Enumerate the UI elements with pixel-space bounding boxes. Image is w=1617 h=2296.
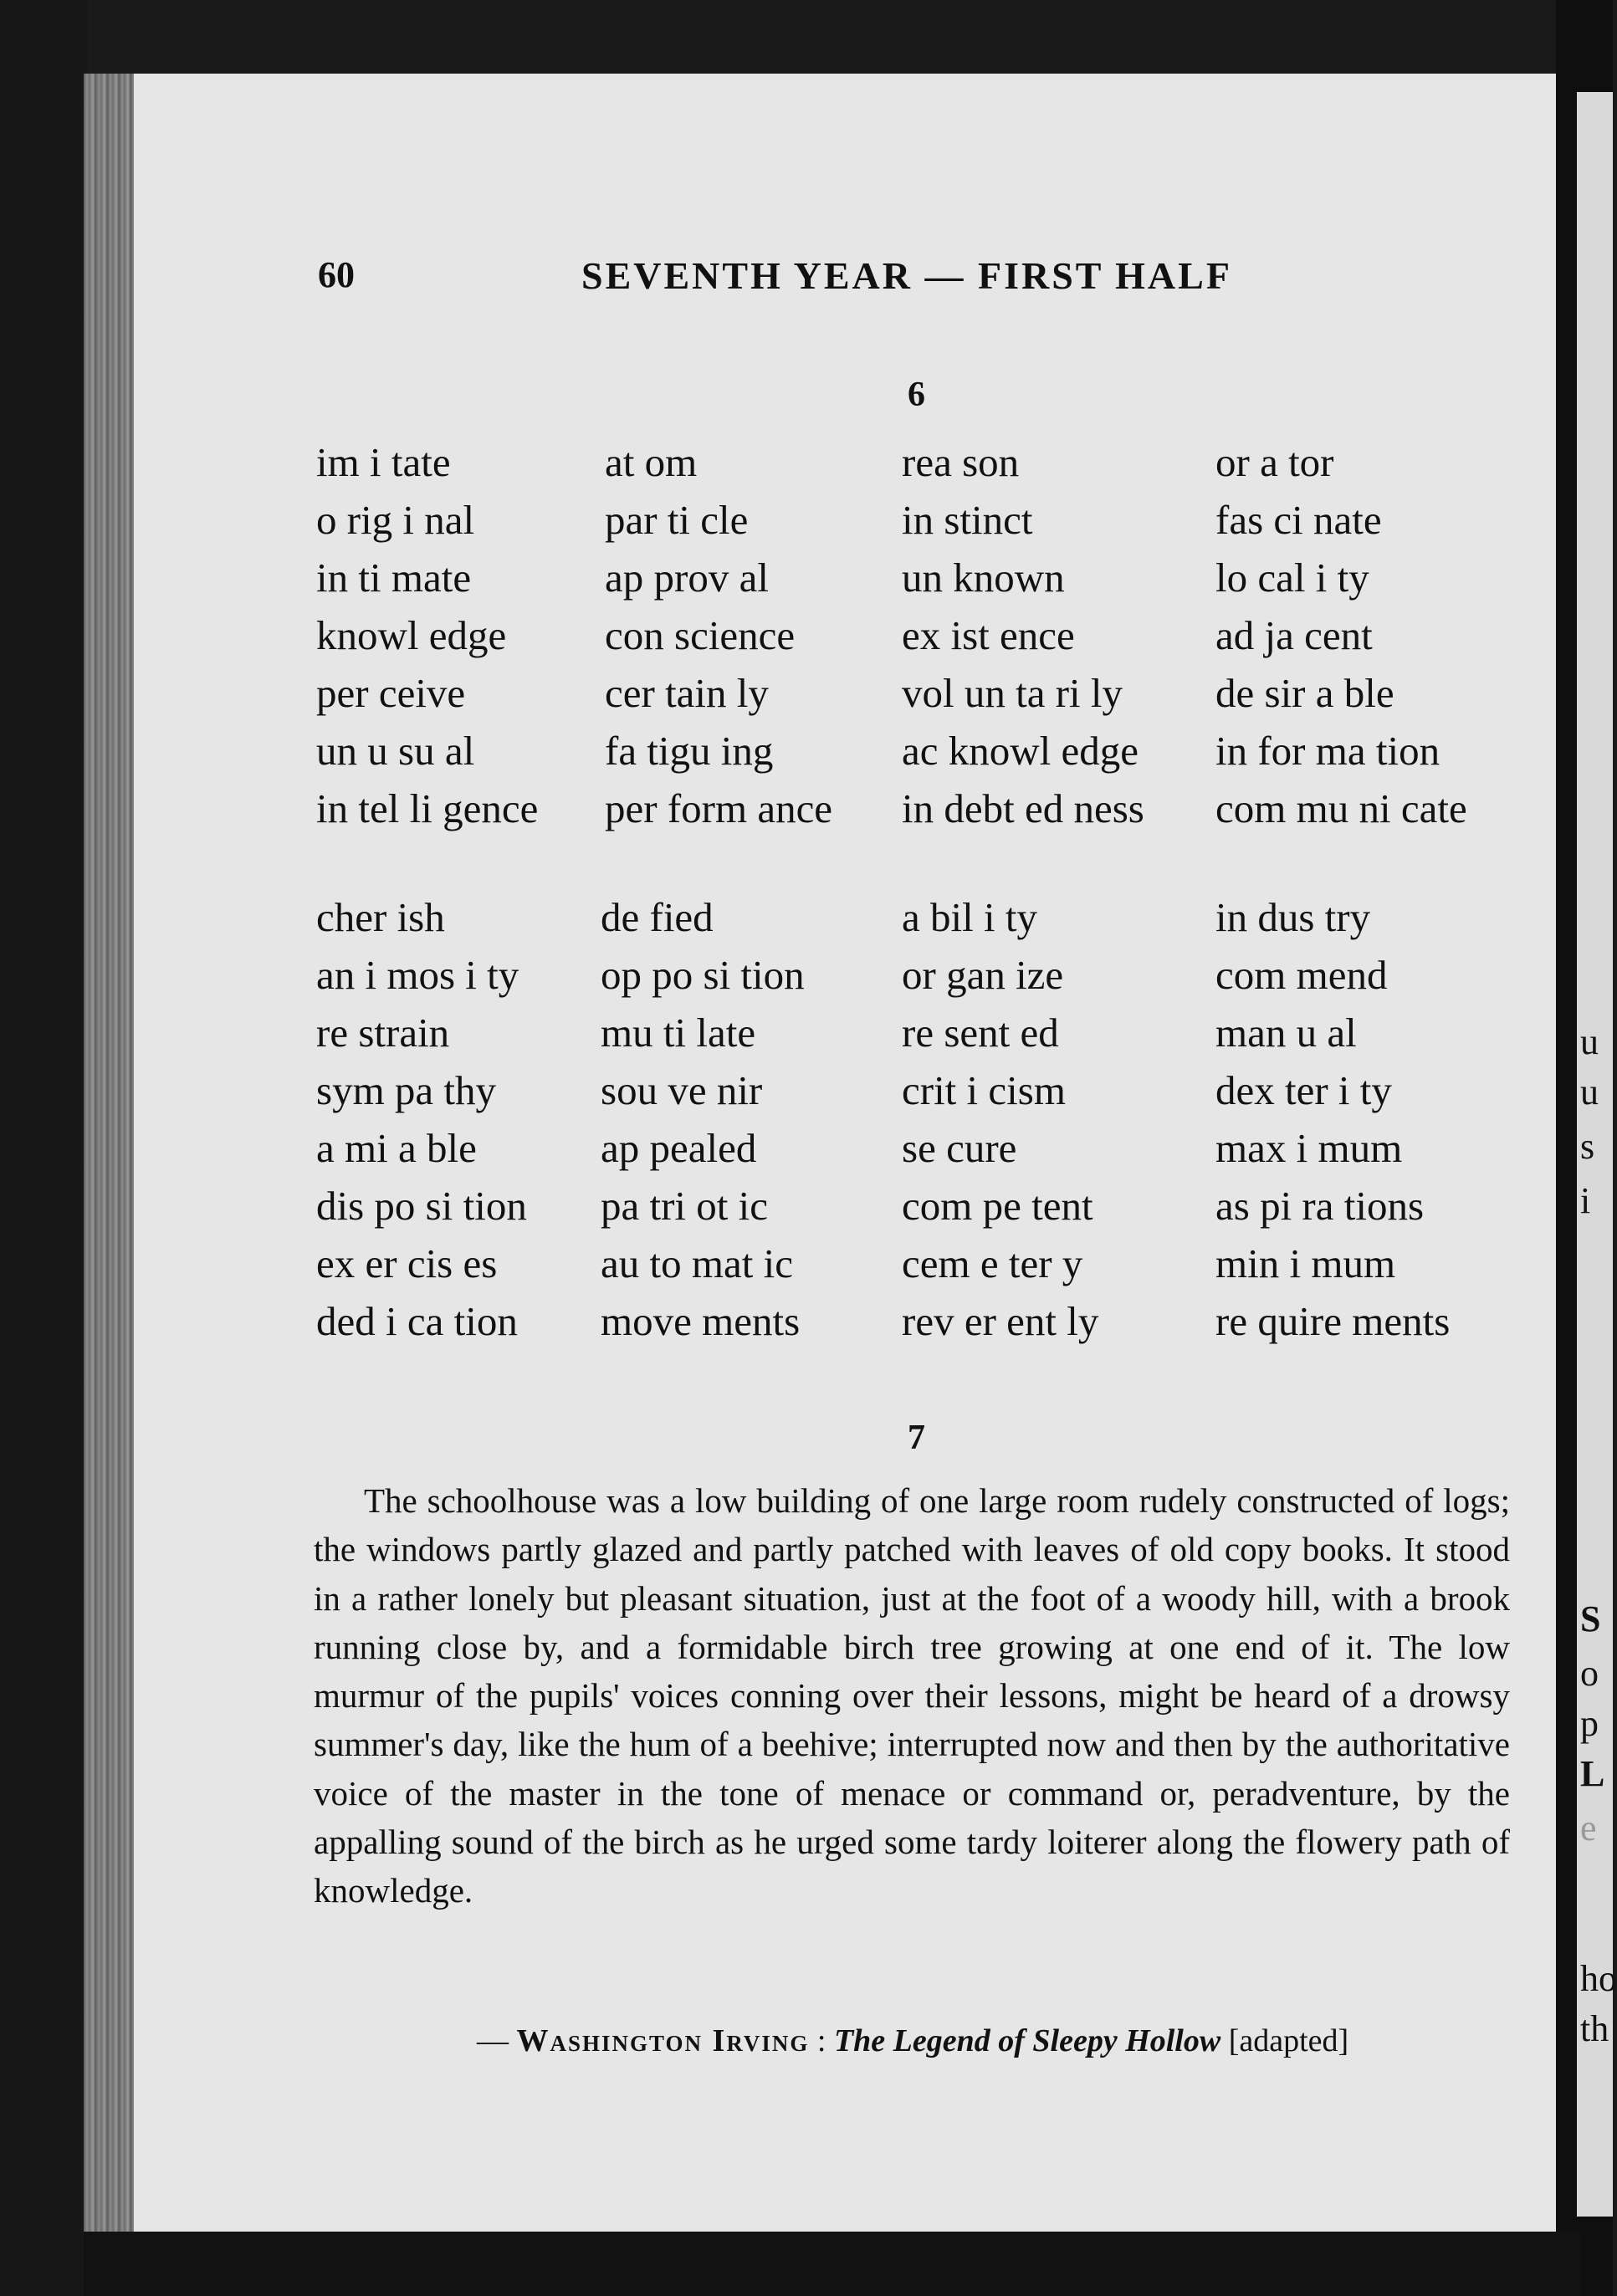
word: dis po si tion [316, 1183, 527, 1229]
word: ac knowl edge [902, 728, 1139, 774]
word: an i mos i ty [316, 952, 519, 998]
word-column [1215, 888, 1450, 1350]
word: or a tor [1215, 439, 1334, 485]
word: re quire ments [1215, 1298, 1451, 1344]
adjacent-page-edge [1577, 92, 1617, 2217]
word: move ments [601, 1298, 801, 1344]
word: au to mat ic [601, 1240, 793, 1286]
word: max i mum [1215, 1125, 1403, 1171]
word: op po si tion [601, 952, 805, 998]
word: pa tri ot ic [601, 1183, 769, 1229]
adjacent-fragment: ho [1580, 1958, 1617, 1999]
adjacent-fragment: L [1580, 1753, 1605, 1794]
word: min i mum [1215, 1240, 1396, 1286]
adjacent-fragment: i [1580, 1180, 1591, 1221]
word: par ti cle [605, 497, 749, 543]
attribution-note: [adapted] [1220, 2023, 1349, 2058]
word: ded i ca tion [316, 1298, 518, 1344]
word: con science [605, 612, 796, 658]
word: per ceive [316, 670, 466, 716]
word: o rig i nal [316, 497, 475, 543]
word: mu ti late [601, 1010, 756, 1056]
adjacent-fragment: S [1580, 1598, 1601, 1639]
attribution-work-title: The Legend of Sleepy Hollow [833, 2023, 1221, 2058]
word-column [902, 433, 1144, 837]
word: de fied [601, 894, 714, 940]
word: re sent ed [902, 1010, 1059, 1056]
adjacent-fragment: e [1580, 1808, 1597, 1849]
adjacent-fragment: th [1580, 2008, 1609, 2049]
running-title: SEVENTH YEAR — FIRST HALF [581, 254, 1232, 297]
word: crit i cism [902, 1067, 1066, 1113]
page-number: 60 [318, 254, 355, 295]
word: in for ma tion [1215, 728, 1440, 774]
word: fa tigu ing [605, 728, 774, 774]
word: ex er cis es [316, 1240, 498, 1286]
adjacent-fragment: u [1580, 1071, 1599, 1112]
word: or gan ize [902, 952, 1064, 998]
reading-passage: The schoolhouse was a low building of one large room rudely constructed of logs; the windows partly glazed and partly patched with leaves of old copy books. It stood in a rather lonely but pleasant situation, just at the foot of a woody hill, with a brook running close by, and a formidable birch tree growing at one end of it. The low murmur of the pupils' voices conning over their lessons, might be heard of a drowsy summer's day, like the hum of a beehive; interrupted now and then by the authoritative voice of the master in the tone of menace or command or, peradventure, by the appalling sound of the birch as he urged some tardy loiterer along the flowery path of knowledge. [314, 1481, 1510, 1910]
word: in ti mate [316, 555, 472, 601]
scan-background-left [0, 0, 88, 2296]
section-number-6: 6 [908, 376, 925, 414]
word: at om [605, 439, 698, 485]
attribution-author: Washington Irving [516, 2023, 810, 2058]
word: sou ve nir [601, 1067, 763, 1113]
word: im i tate [316, 439, 451, 485]
word: in dus try [1215, 894, 1371, 940]
word: a bil i ty [902, 894, 1037, 940]
adjacent-fragment: s [1580, 1126, 1595, 1167]
book-binding [84, 74, 136, 2232]
word: ap pealed [601, 1125, 757, 1171]
adjacent-fragment: u [1580, 1021, 1599, 1062]
word: ex ist ence [902, 612, 1075, 658]
word: com pe tent [902, 1183, 1093, 1229]
word: ap prov al [605, 555, 769, 601]
word: in tel li gence [316, 785, 539, 831]
word: per form ance [605, 785, 833, 831]
word-column [316, 433, 538, 837]
adjacent-fragment: o [1580, 1653, 1599, 1694]
word: rea son [902, 439, 1020, 485]
word: dex ter i ty [1215, 1067, 1392, 1113]
word: ad ja cent [1215, 612, 1373, 658]
word: com mend [1215, 952, 1388, 998]
word: rev er ent ly [902, 1298, 1099, 1344]
word: un known [902, 555, 1065, 601]
attribution-dash: — [477, 2023, 517, 2058]
scan-background-bottom [84, 2232, 1581, 2296]
attribution-separator: : [809, 2023, 834, 2058]
word: cher ish [316, 894, 445, 940]
word: vol un ta ri ly [902, 670, 1123, 716]
word-column [316, 888, 527, 1350]
word-column [902, 888, 1098, 1350]
word-column [601, 888, 805, 1350]
word: se cure [902, 1125, 1017, 1171]
word: lo cal i ty [1215, 555, 1369, 601]
word: as pi ra tions [1215, 1183, 1425, 1229]
word-column [605, 433, 832, 837]
word-column [1215, 433, 1467, 837]
attribution [477, 2022, 1348, 2059]
word: cer tain ly [605, 670, 769, 716]
word: man u al [1215, 1010, 1357, 1056]
word: un u su al [316, 728, 475, 774]
word: re strain [316, 1010, 450, 1056]
section-number-7: 7 [908, 1419, 925, 1457]
word: in debt ed ness [902, 785, 1144, 831]
word: knowl edge [316, 612, 507, 658]
adjacent-fragment: p [1580, 1703, 1599, 1744]
word: de sir a ble [1215, 670, 1394, 716]
word: a mi a ble [316, 1125, 477, 1171]
word: cem e ter y [902, 1240, 1083, 1286]
word: sym pa thy [316, 1067, 497, 1113]
word: fas ci nate [1215, 497, 1382, 543]
word: in stinct [902, 497, 1033, 543]
word: com mu ni cate [1215, 785, 1467, 831]
